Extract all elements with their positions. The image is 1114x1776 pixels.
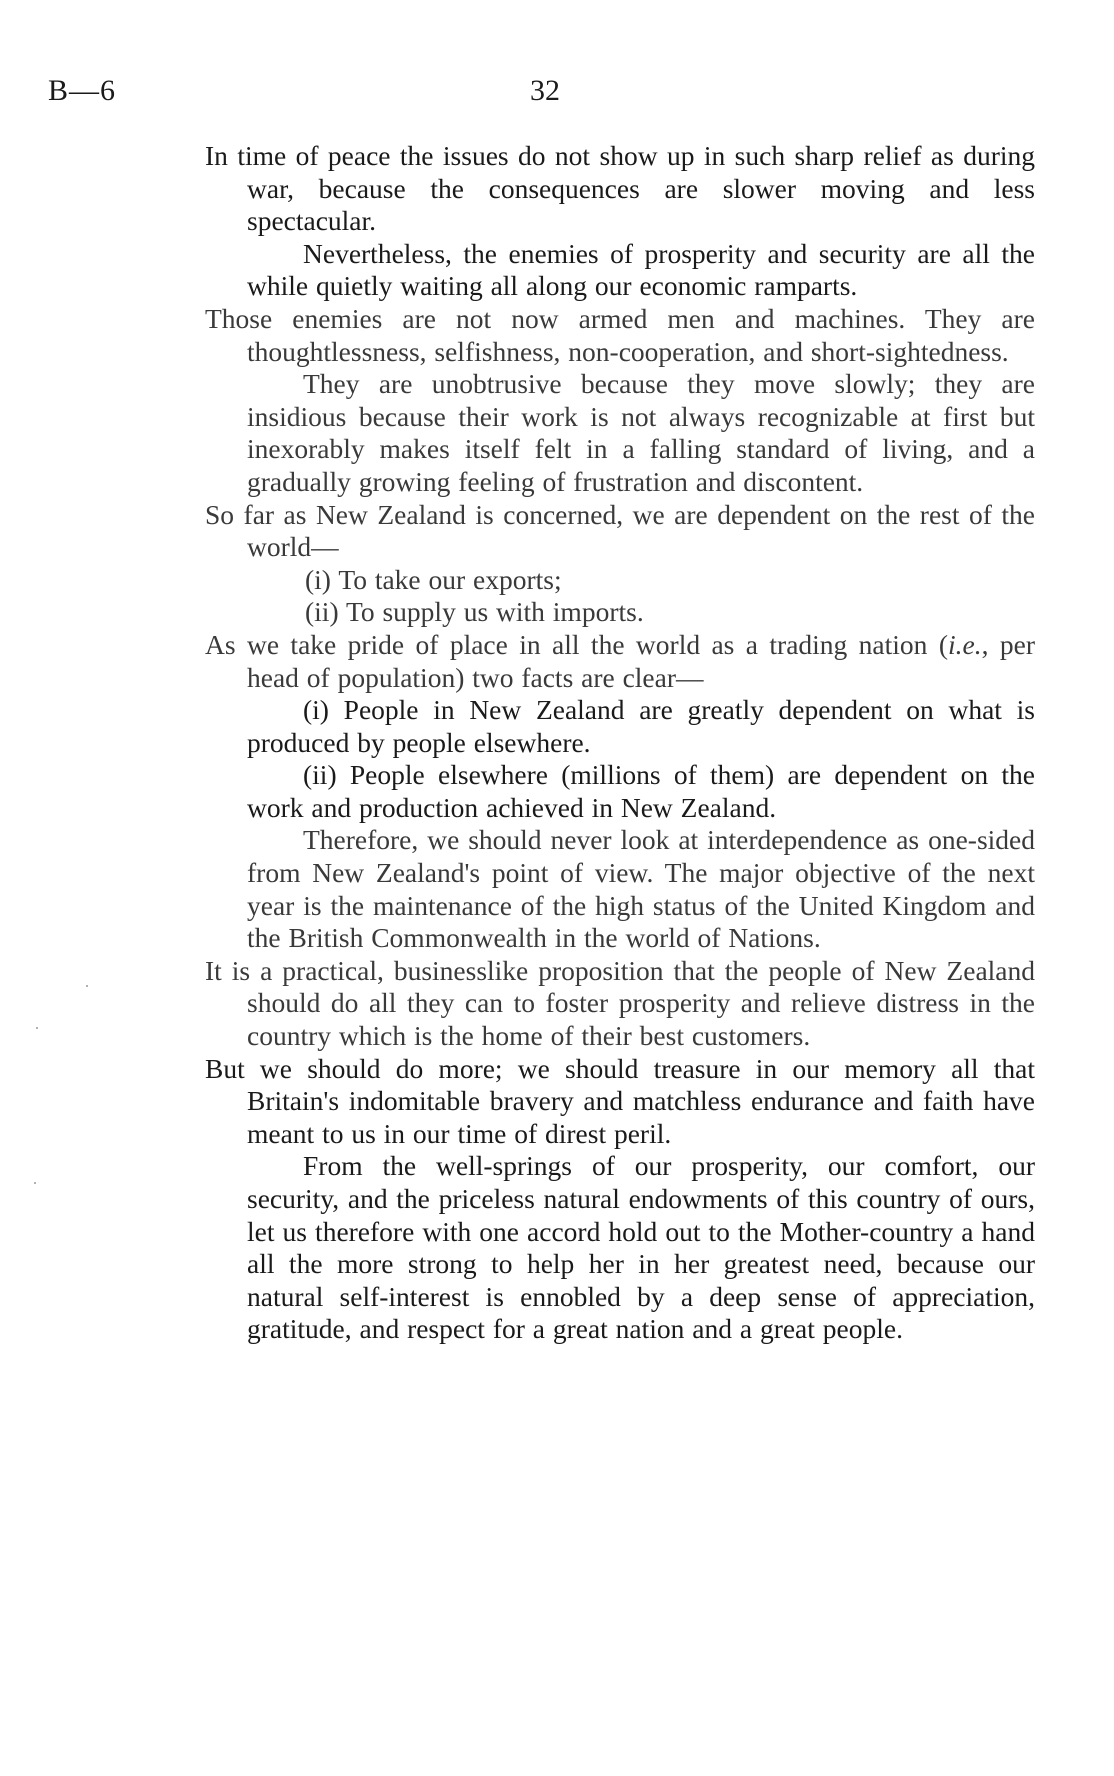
document-code: B—6 (48, 74, 117, 107)
paragraph: Nevertheless, the enemies of prosperity and security are all the while quietly waiting all along our economic ramparts. (247, 237, 1035, 302)
list-paragraph: (ii) People elsewhere (millions of them) are dependent on the work and production achieved in New Zealand. (247, 759, 1035, 823)
list-paragraph: (i) People in New Zealand are greatly dependent on what is produced by people elsewhere. (247, 694, 1035, 758)
paragraph: Those enemies are not now armed men and machines. They are thoughtlessness, selfishness, non-cooperation, and short-sightedness. (205, 302, 1035, 367)
body-text (205, 140, 1035, 1346)
scan-speck (34, 1182, 36, 1184)
paragraph: In time of peace the issues do not show up in such sharp relief as during war, because the consequences are slower moving and less spectacular. (205, 140, 1035, 237)
paragraph (205, 629, 1035, 694)
paragraph-text: As we take pride of place in all the world as a trading nation ( (205, 628, 948, 660)
list-item: (i) To take our exports; (305, 563, 562, 595)
list-item: (ii) To supply us with imports. (305, 596, 644, 628)
paragraph: It is a practical, businesslike proposition that the people of New Zealand should do all they can to foster prosperity and relieve distress in the country which is the home of their best customers. (205, 954, 1035, 1052)
paragraph: From the well-springs of our prosperity, our comfort, our security, and the priceless natural endowments of this country of ours, let us therefore with one accord hold out to the Mother-country a hand all the more strong to help her in her greatest need, because our natural self-interest is ennobled by a deep sense of appreciation, gratitude, and respect for a great nation and a great people. (247, 1150, 1035, 1345)
paragraph: So far as New Zealand is concerned, we are dependent on the rest of the world— (205, 498, 1035, 563)
scan-speck (36, 1027, 38, 1029)
paragraph: But we should do more; we should treasure in our memory all that Britain's indomitable bravery and matchless endurance and faith have meant to us in our time of direst peril. (205, 1052, 1035, 1149)
paragraph: They are unobtrusive because they move slowly; they are insidious because their work is not always recognizable at first but inexorably makes itself felt in a falling standard of living, and a gradually growing feeling of frustration and discontent. (247, 368, 1035, 497)
page-number: 32 (530, 74, 560, 107)
page-header (48, 74, 1068, 114)
paragraph: Therefore, we should never look at interdependence as one-sided from New Zealand's point of view. The major objective of the next year is the maintenance of the high status of the United Kingdom and the British Commonwealth in the world of Nations. (247, 824, 1035, 954)
italic-abbreviation: i.e. (947, 628, 982, 660)
paragraph-text: , per head of population) two facts are clear— (247, 628, 1035, 693)
scan-speck (86, 985, 88, 987)
